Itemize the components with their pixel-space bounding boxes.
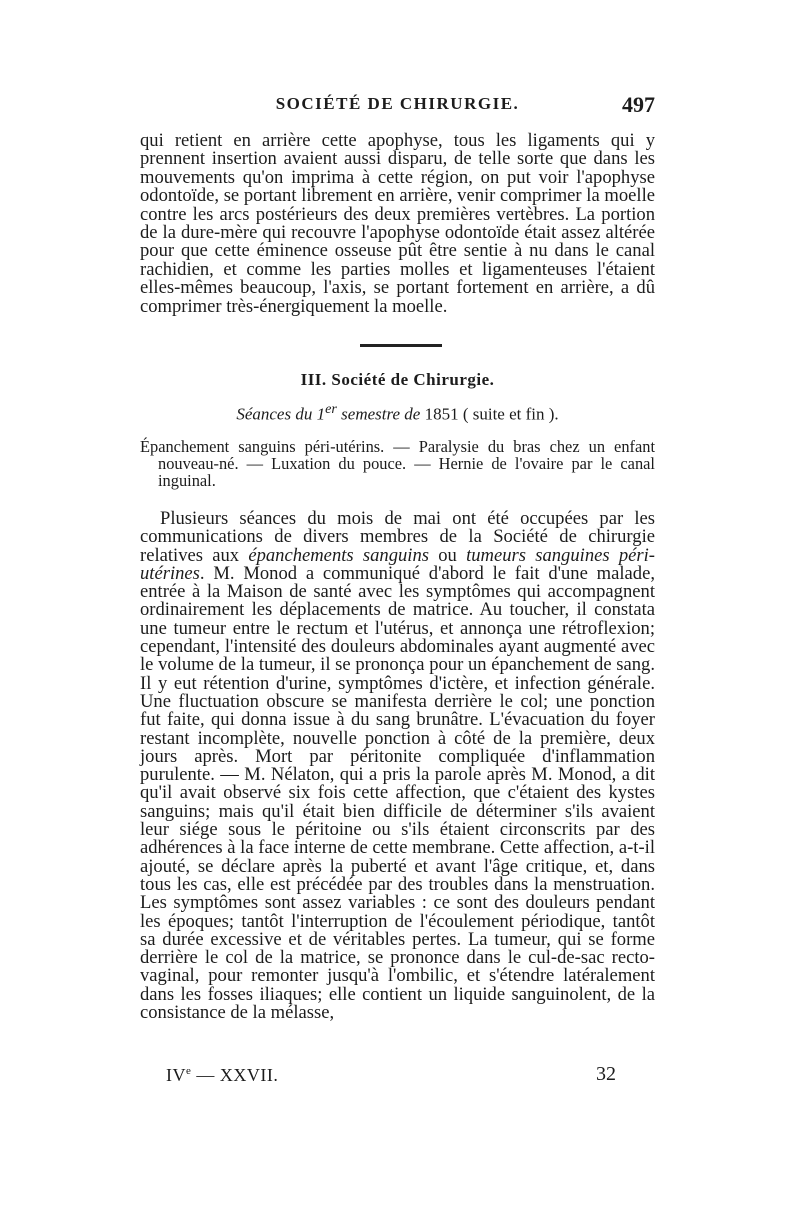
section-subtitle [140, 401, 655, 425]
main-text-part-3: . M. Monod a communiqué d'abord le fait d'une malade, entrée à la Maison de santé avec les symptômes qui accompagnent ordinairement les déplacements de matrice. Au toucher, il constata une tumeur entre le rectum et l'utérus, et annonça une rétroflexion; cependant, l'intensité des douleurs abdominales ayant augmenté avec le volume de la tumeur, il se prononça pour un épanchement de sang. Il y eut rétention d'urine, symptômes d'ictère, et infection générale. Une fluctuation obscure se manifesta derrière le col; une ponction fut faite, qui donna issue à du sang brunâtre. L'évacuation du foyer restant incomplète, nouvelle ponction à côté de la première, deux jours après. Mort par péritonite compliquée d'inflammation purulente. — M. Nélaton, qui a pris la parole après M. Monod, a dit qu'il avait observé six fois cette affection, que c'étaient des kystes sanguins; mais qu'il était bien difficile de déterminer s'ils avaient leur siége sous le péritoine ou s'ils étaient circonscrits par des adhérences à la face interne de cette membrane. Cette affection, a-t-il ajouté, se déclare après la puberté et avant l'âge critique, et, dans tous les cas, elle est précédée par des troubles dans la menstruation. Les symptômes sont assez variables : ce sont des douleurs pendant les époques; tantôt l'interruption de l'écoulement périodique, tantôt sa durée excessive et de véritables pertes. La tumeur, qui se forme derrière le col de la matrice, se prononce dans le cul-de-sac recto-vaginal, pour remonter jusqu'à l'ombilic, et s'étendre latéralement dans les fosses iliaques; elle contient un liquide sanguinolent, de la consistance de la mélasse, [140, 562, 655, 1024]
section-summary: Épanchement sanguins péri-utérins. — Paralysie du bras chez un enfant nouveau-né. — Luxation du pouce. — Hernie de l'ovaire par le canal inguinal. [140, 437, 655, 490]
subtitle-rest: 1851 ( suite et fin ). [424, 404, 559, 424]
main-text-italic-1: épanchements sanguins [248, 544, 429, 566]
sheet-number: 32 [596, 1063, 616, 1085]
signature-superscript: e [186, 1065, 192, 1077]
continued-paragraph [140, 132, 655, 316]
signature-prefix: IV [166, 1065, 186, 1085]
section-title: III. Société de Chirurgie. [300, 370, 495, 389]
page-header [140, 94, 655, 124]
signature-mark [166, 1065, 278, 1086]
main-text-part-1: Plusieurs séances du mois de mai ont été occupées par les communications de divers membres de la Société de chirurgie relatives aux [140, 508, 655, 566]
subtitle-italic-2: semestre de [336, 404, 425, 424]
subtitle-italic-1: Séances du 1 [236, 404, 326, 424]
main-text-italic-2: tumeurs sanguines péri-utérines [140, 544, 655, 584]
subtitle-superscript: er [325, 401, 337, 417]
page-number: 497 [622, 92, 655, 117]
running-title: SOCIÉTÉ DE CHIRURGIE. [275, 94, 520, 113]
page-footer [166, 1065, 616, 1093]
main-text-part-2: ou [429, 544, 467, 566]
main-paragraph [140, 510, 655, 1022]
section-divider [360, 344, 442, 347]
signature-suffix: — XXVII. [191, 1065, 279, 1085]
main-paragraph-text [140, 510, 655, 1022]
continued-paragraph-text: qui retient en arrière cette apophyse, tous les ligaments qui y prennent insertion avaient aussi disparu, de telle sorte que dans les mouvements qu'on imprima à cette région, on put voir l'apophyse odontoïde, se portant librement en arrière, venir comprimer la moelle contre les arcs postérieurs des deux premières vertèbres. La portion de la dure-mère qui recouvre l'apophyse odontoïde était assez altérée pour que cette éminence osseuse pût être sentie à nu dans le canal rachidien, et comme les parties molles et ligamenteuses l'étaient elles-mêmes beaucoup, l'axis, se portant fortement en arrière, a dû comprimer très-énergiquement la moelle. [140, 130, 655, 317]
